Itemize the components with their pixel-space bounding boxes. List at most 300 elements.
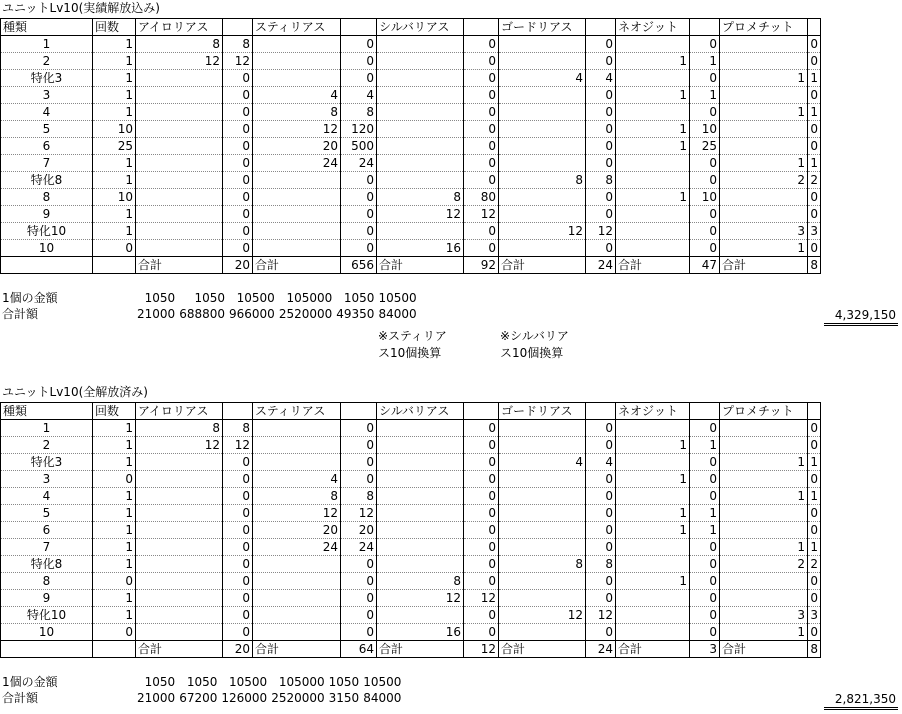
row-type-cell[interactable]: 特化8 xyxy=(1,172,93,189)
value-cell[interactable]: 0 xyxy=(223,172,253,189)
header-cell[interactable] xyxy=(690,403,720,420)
row-type-cell[interactable]: 特化8 xyxy=(1,556,93,573)
value-cell[interactable]: 3 xyxy=(720,223,808,240)
value-cell[interactable]: 0 xyxy=(464,573,499,590)
value-cell[interactable]: 0 xyxy=(464,607,499,624)
value-cell[interactable]: 1 xyxy=(690,437,720,454)
sum-label-cell[interactable]: 合計 xyxy=(253,257,341,274)
value-cell[interactable]: 0 xyxy=(464,471,499,488)
value-cell[interactable]: 12 xyxy=(499,607,586,624)
value-cell[interactable]: 0 xyxy=(341,573,377,590)
value-cell[interactable] xyxy=(377,155,464,172)
value-cell[interactable]: 0 xyxy=(341,624,377,641)
row-type-cell[interactable]: 3 xyxy=(1,471,93,488)
value-cell[interactable]: 0 xyxy=(690,454,720,471)
value-cell[interactable]: 2 xyxy=(720,556,808,573)
value-cell[interactable]: 1 xyxy=(616,53,690,70)
value-cell[interactable]: 12 xyxy=(253,121,341,138)
value-cell[interactable]: 0 xyxy=(464,53,499,70)
value-cell[interactable]: 0 xyxy=(690,539,720,556)
value-cell[interactable]: 12 xyxy=(377,206,464,223)
value-cell[interactable] xyxy=(377,172,464,189)
value-cell[interactable] xyxy=(377,454,464,471)
sum-value-cell[interactable]: 8 xyxy=(808,257,821,274)
row-type-cell[interactable]: 6 xyxy=(1,522,93,539)
empty-cell[interactable] xyxy=(93,257,136,274)
value-cell[interactable] xyxy=(253,607,341,624)
value-cell[interactable]: 0 xyxy=(464,556,499,573)
value-cell[interactable] xyxy=(720,121,808,138)
value-cell[interactable]: 1 xyxy=(720,454,808,471)
value-cell[interactable] xyxy=(499,573,586,590)
value-cell[interactable] xyxy=(377,223,464,240)
amount-cell[interactable]: 67200 xyxy=(179,691,218,705)
value-cell[interactable] xyxy=(136,539,223,556)
amount-cell[interactable]: 966000 xyxy=(229,307,275,321)
value-cell[interactable]: 0 xyxy=(341,556,377,573)
value-cell[interactable]: 1 xyxy=(616,87,690,104)
empty-cell[interactable] xyxy=(93,641,136,658)
value-cell[interactable]: 0 xyxy=(586,624,616,641)
value-cell[interactable]: 0 xyxy=(586,189,616,206)
amount-cell[interactable]: 21000 xyxy=(137,307,176,321)
sum-value-cell[interactable]: 3 xyxy=(690,641,720,658)
value-cell[interactable]: 8 xyxy=(223,420,253,437)
amount-cell[interactable]: 1050 xyxy=(186,675,218,689)
row-type-cell[interactable]: 8 xyxy=(1,573,93,590)
value-cell[interactable] xyxy=(136,505,223,522)
value-cell[interactable]: 0 xyxy=(690,36,720,53)
row-type-cell[interactable]: 7 xyxy=(1,155,93,172)
value-cell[interactable] xyxy=(136,104,223,121)
sum-value-cell[interactable]: 64 xyxy=(341,641,377,658)
value-cell[interactable]: 1 xyxy=(808,155,821,172)
amount-cell[interactable]: 1050 xyxy=(194,291,225,305)
value-cell[interactable] xyxy=(499,624,586,641)
amount-cell[interactable]: 49350 xyxy=(336,307,375,321)
value-cell[interactable]: 1 xyxy=(93,590,136,607)
value-cell[interactable] xyxy=(720,36,808,53)
value-cell[interactable]: 0 xyxy=(93,471,136,488)
value-cell[interactable]: 0 xyxy=(223,206,253,223)
header-cell[interactable] xyxy=(586,19,616,36)
value-cell[interactable]: 10 xyxy=(690,121,720,138)
value-cell[interactable]: 0 xyxy=(808,437,821,454)
row-type-cell[interactable]: 2 xyxy=(1,437,93,454)
amount-cell[interactable]: 2520000 xyxy=(271,691,325,705)
value-cell[interactable] xyxy=(377,70,464,87)
header-cell[interactable]: ネオジット xyxy=(616,19,690,36)
value-cell[interactable]: 0 xyxy=(464,155,499,172)
value-cell[interactable] xyxy=(499,488,586,505)
value-cell[interactable] xyxy=(720,206,808,223)
value-cell[interactable]: 12 xyxy=(223,53,253,70)
value-cell[interactable]: 1 xyxy=(808,488,821,505)
header-cell[interactable] xyxy=(464,403,499,420)
value-cell[interactable]: 0 xyxy=(223,624,253,641)
value-cell[interactable]: 0 xyxy=(464,539,499,556)
row-type-cell[interactable]: 特化3 xyxy=(1,454,93,471)
value-cell[interactable] xyxy=(499,505,586,522)
value-cell[interactable]: 0 xyxy=(586,206,616,223)
value-cell[interactable]: 1 xyxy=(93,172,136,189)
value-cell[interactable]: 0 xyxy=(93,240,136,257)
value-cell[interactable]: 8 xyxy=(136,36,223,53)
row-type-cell[interactable]: 10 xyxy=(1,240,93,257)
value-cell[interactable]: 0 xyxy=(223,240,253,257)
header-cell[interactable]: プロメチット xyxy=(720,403,808,420)
value-cell[interactable]: 0 xyxy=(808,624,821,641)
value-cell[interactable]: 16 xyxy=(377,240,464,257)
amount-cell[interactable]: 1050 xyxy=(343,291,375,305)
value-cell[interactable]: 2 xyxy=(720,172,808,189)
value-cell[interactable]: 0 xyxy=(464,420,499,437)
sum-label-cell[interactable]: 合計 xyxy=(253,641,341,658)
value-cell[interactable]: 1 xyxy=(93,53,136,70)
value-cell[interactable] xyxy=(136,223,223,240)
value-cell[interactable]: 0 xyxy=(586,505,616,522)
value-cell[interactable] xyxy=(136,240,223,257)
value-cell[interactable]: 0 xyxy=(586,121,616,138)
value-cell[interactable] xyxy=(253,573,341,590)
value-cell[interactable]: 0 xyxy=(690,155,720,172)
value-cell[interactable] xyxy=(499,138,586,155)
value-cell[interactable]: 0 xyxy=(586,488,616,505)
value-cell[interactable] xyxy=(499,471,586,488)
value-cell[interactable]: 0 xyxy=(808,53,821,70)
amount-cell[interactable]: 21000 xyxy=(137,691,176,705)
value-cell[interactable] xyxy=(616,155,690,172)
row-type-cell[interactable]: 特化10 xyxy=(1,607,93,624)
value-cell[interactable] xyxy=(377,420,464,437)
value-cell[interactable]: 1 xyxy=(616,437,690,454)
sum-label-cell[interactable]: 合計 xyxy=(720,641,808,658)
value-cell[interactable]: 0 xyxy=(223,590,253,607)
value-cell[interactable] xyxy=(720,189,808,206)
row-type-cell[interactable]: 2 xyxy=(1,53,93,70)
value-cell[interactable]: 0 xyxy=(341,471,377,488)
value-cell[interactable]: 3 xyxy=(808,607,821,624)
row-type-cell[interactable]: 特化10 xyxy=(1,223,93,240)
value-cell[interactable] xyxy=(616,420,690,437)
value-cell[interactable]: 1 xyxy=(808,70,821,87)
value-cell[interactable]: 1 xyxy=(93,36,136,53)
value-cell[interactable]: 24 xyxy=(341,155,377,172)
value-cell[interactable]: 20 xyxy=(253,138,341,155)
value-cell[interactable] xyxy=(377,505,464,522)
value-cell[interactable]: 0 xyxy=(690,590,720,607)
header-cell[interactable] xyxy=(341,19,377,36)
value-cell[interactable]: 8 xyxy=(586,172,616,189)
value-cell[interactable]: 0 xyxy=(223,522,253,539)
value-cell[interactable]: 0 xyxy=(464,505,499,522)
value-cell[interactable]: 0 xyxy=(690,420,720,437)
value-cell[interactable] xyxy=(253,36,341,53)
empty-cell[interactable] xyxy=(92,690,135,706)
row-type-cell[interactable]: 1 xyxy=(1,36,93,53)
header-cell[interactable]: 種類 xyxy=(1,403,93,420)
value-cell[interactable]: 0 xyxy=(341,437,377,454)
value-cell[interactable]: 0 xyxy=(586,87,616,104)
value-cell[interactable]: 1 xyxy=(808,104,821,121)
value-cell[interactable]: 24 xyxy=(341,539,377,556)
value-cell[interactable]: 0 xyxy=(808,206,821,223)
value-cell[interactable]: 16 xyxy=(377,624,464,641)
value-cell[interactable] xyxy=(377,104,464,121)
value-cell[interactable]: 0 xyxy=(223,155,253,172)
value-cell[interactable]: 0 xyxy=(341,189,377,206)
row-type-cell[interactable]: 4 xyxy=(1,488,93,505)
value-cell[interactable]: 0 xyxy=(464,36,499,53)
header-cell[interactable]: シルバリアス xyxy=(377,19,464,36)
value-cell[interactable]: 1 xyxy=(93,556,136,573)
value-cell[interactable] xyxy=(499,36,586,53)
header-cell[interactable] xyxy=(223,403,253,420)
value-cell[interactable]: 1 xyxy=(616,505,690,522)
value-cell[interactable]: 0 xyxy=(223,573,253,590)
value-cell[interactable]: 12 xyxy=(586,607,616,624)
value-cell[interactable]: 8 xyxy=(136,420,223,437)
sum-label-cell[interactable]: 合計 xyxy=(136,257,223,274)
value-cell[interactable] xyxy=(720,53,808,70)
value-cell[interactable]: 0 xyxy=(586,104,616,121)
value-cell[interactable]: 0 xyxy=(586,420,616,437)
value-cell[interactable]: 0 xyxy=(223,104,253,121)
sum-value-cell[interactable]: 24 xyxy=(586,257,616,274)
value-cell[interactable] xyxy=(616,240,690,257)
value-cell[interactable]: 12 xyxy=(586,223,616,240)
value-cell[interactable]: 1 xyxy=(93,87,136,104)
value-cell[interactable]: 0 xyxy=(586,53,616,70)
value-cell[interactable]: 0 xyxy=(464,223,499,240)
value-cell[interactable]: 120 xyxy=(341,121,377,138)
value-cell[interactable]: 0 xyxy=(341,206,377,223)
header-cell[interactable]: シルバリアス xyxy=(377,403,464,420)
value-cell[interactable]: 8 xyxy=(586,556,616,573)
value-cell[interactable]: 0 xyxy=(223,87,253,104)
value-cell[interactable]: 1 xyxy=(690,522,720,539)
value-cell[interactable]: 0 xyxy=(586,522,616,539)
sum-label-cell[interactable]: 合計 xyxy=(499,257,586,274)
value-cell[interactable]: 1 xyxy=(616,121,690,138)
value-cell[interactable]: 8 xyxy=(253,488,341,505)
value-cell[interactable]: 12 xyxy=(341,505,377,522)
value-cell[interactable] xyxy=(616,539,690,556)
header-cell[interactable] xyxy=(690,19,720,36)
value-cell[interactable]: 0 xyxy=(586,471,616,488)
value-cell[interactable] xyxy=(136,488,223,505)
value-cell[interactable]: 1 xyxy=(93,104,136,121)
value-cell[interactable] xyxy=(499,240,586,257)
value-cell[interactable] xyxy=(253,206,341,223)
value-cell[interactable] xyxy=(136,522,223,539)
value-cell[interactable] xyxy=(499,104,586,121)
value-cell[interactable]: 24 xyxy=(253,155,341,172)
header-cell[interactable] xyxy=(341,403,377,420)
value-cell[interactable]: 25 xyxy=(93,138,136,155)
value-cell[interactable]: 1 xyxy=(720,155,808,172)
value-cell[interactable] xyxy=(377,539,464,556)
value-cell[interactable] xyxy=(720,505,808,522)
value-cell[interactable] xyxy=(377,556,464,573)
value-cell[interactable] xyxy=(377,36,464,53)
value-cell[interactable]: 12 xyxy=(464,590,499,607)
value-cell[interactable]: 0 xyxy=(690,488,720,505)
value-cell[interactable]: 0 xyxy=(93,573,136,590)
amount-cell[interactable]: 10500 xyxy=(229,675,268,689)
value-cell[interactable]: 4 xyxy=(341,87,377,104)
empty-cell[interactable] xyxy=(92,290,135,306)
value-cell[interactable] xyxy=(499,87,586,104)
value-cell[interactable]: 0 xyxy=(586,155,616,172)
value-cell[interactable] xyxy=(136,206,223,223)
header-cell[interactable]: 回数 xyxy=(93,403,136,420)
value-cell[interactable]: 1 xyxy=(93,505,136,522)
value-cell[interactable]: 0 xyxy=(223,488,253,505)
value-cell[interactable]: 0 xyxy=(808,138,821,155)
value-cell[interactable]: 2 xyxy=(808,556,821,573)
value-cell[interactable]: 1 xyxy=(720,240,808,257)
value-cell[interactable]: 1 xyxy=(616,522,690,539)
header-cell[interactable]: ゴードリアス xyxy=(499,19,586,36)
value-cell[interactable]: 0 xyxy=(464,240,499,257)
header-cell[interactable]: ゴードリアス xyxy=(499,403,586,420)
value-cell[interactable]: 4 xyxy=(586,70,616,87)
row-type-cell[interactable]: 9 xyxy=(1,590,93,607)
value-cell[interactable]: 12 xyxy=(253,505,341,522)
value-cell[interactable] xyxy=(253,240,341,257)
value-cell[interactable]: 0 xyxy=(464,522,499,539)
row-label-cell[interactable]: 合計額 xyxy=(2,307,39,321)
value-cell[interactable]: 0 xyxy=(341,172,377,189)
amount-cell[interactable]: 1050 xyxy=(144,291,176,305)
value-cell[interactable] xyxy=(616,488,690,505)
value-cell[interactable] xyxy=(720,590,808,607)
value-cell[interactable]: 0 xyxy=(464,121,499,138)
value-cell[interactable] xyxy=(616,172,690,189)
value-cell[interactable]: 12 xyxy=(464,206,499,223)
value-cell[interactable]: 1 xyxy=(616,471,690,488)
row-type-cell[interactable]: 3 xyxy=(1,87,93,104)
row-type-cell[interactable]: 4 xyxy=(1,104,93,121)
value-cell[interactable] xyxy=(499,522,586,539)
amount-cell[interactable]: 1050 xyxy=(144,675,176,689)
value-cell[interactable]: 0 xyxy=(223,539,253,556)
value-cell[interactable]: 0 xyxy=(808,471,821,488)
header-cell[interactable]: スティリアス xyxy=(253,19,341,36)
value-cell[interactable]: 1 xyxy=(720,624,808,641)
value-cell[interactable] xyxy=(136,454,223,471)
value-cell[interactable]: 0 xyxy=(464,437,499,454)
value-cell[interactable]: 3 xyxy=(808,223,821,240)
value-cell[interactable]: 0 xyxy=(690,104,720,121)
header-cell[interactable] xyxy=(223,19,253,36)
value-cell[interactable]: 20 xyxy=(341,522,377,539)
row-label-cell[interactable]: 合計額 xyxy=(2,691,39,705)
row-type-cell[interactable]: 10 xyxy=(1,624,93,641)
value-cell[interactable] xyxy=(720,573,808,590)
value-cell[interactable] xyxy=(377,138,464,155)
value-cell[interactable] xyxy=(720,471,808,488)
amount-cell[interactable]: 688800 xyxy=(179,307,225,321)
value-cell[interactable]: 8 xyxy=(341,488,377,505)
sum-value-cell[interactable]: 656 xyxy=(341,257,377,274)
sum-value-cell[interactable]: 8 xyxy=(808,641,821,658)
sum-label-cell[interactable]: 合計 xyxy=(136,641,223,658)
value-cell[interactable]: 0 xyxy=(690,240,720,257)
header-cell[interactable]: アイロリアス xyxy=(136,19,223,36)
amount-cell[interactable]: 105000 xyxy=(286,291,333,305)
value-cell[interactable]: 0 xyxy=(341,70,377,87)
value-cell[interactable]: 10 xyxy=(93,121,136,138)
value-cell[interactable]: 0 xyxy=(808,121,821,138)
row-label-cell[interactable]: 1個の金額 xyxy=(2,675,58,689)
value-cell[interactable]: 1 xyxy=(93,420,136,437)
value-cell[interactable]: 0 xyxy=(690,573,720,590)
grand-total-cell[interactable]: 4,329,150 xyxy=(824,308,898,326)
value-cell[interactable]: 1 xyxy=(93,488,136,505)
value-cell[interactable]: 0 xyxy=(690,556,720,573)
value-cell[interactable] xyxy=(616,590,690,607)
value-cell[interactable]: 3 xyxy=(720,607,808,624)
header-cell[interactable]: 回数 xyxy=(93,19,136,36)
value-cell[interactable]: 8 xyxy=(341,104,377,121)
value-cell[interactable]: 1 xyxy=(808,454,821,471)
amount-cell[interactable]: 3150 xyxy=(328,691,360,705)
value-cell[interactable]: 0 xyxy=(808,505,821,522)
header-cell[interactable]: スティリアス xyxy=(253,403,341,420)
value-cell[interactable] xyxy=(136,556,223,573)
value-cell[interactable]: 1 xyxy=(720,70,808,87)
value-cell[interactable]: 8 xyxy=(377,573,464,590)
sum-value-cell[interactable]: 92 xyxy=(464,257,499,274)
value-cell[interactable]: 0 xyxy=(690,223,720,240)
value-cell[interactable] xyxy=(253,590,341,607)
value-cell[interactable]: 4 xyxy=(586,454,616,471)
amount-cell[interactable]: 84000 xyxy=(378,307,417,321)
sum-label-cell[interactable]: 合計 xyxy=(720,257,808,274)
value-cell[interactable] xyxy=(720,420,808,437)
value-cell[interactable]: 1 xyxy=(93,437,136,454)
sum-label-cell[interactable]: 合計 xyxy=(499,641,586,658)
value-cell[interactable]: 0 xyxy=(586,590,616,607)
value-cell[interactable] xyxy=(499,155,586,172)
value-cell[interactable]: 0 xyxy=(808,420,821,437)
value-cell[interactable]: 0 xyxy=(464,488,499,505)
value-cell[interactable]: 0 xyxy=(223,223,253,240)
header-cell[interactable] xyxy=(808,19,821,36)
value-cell[interactable]: 8 xyxy=(499,556,586,573)
value-cell[interactable]: 0 xyxy=(690,70,720,87)
sum-label-cell[interactable]: 合計 xyxy=(616,257,690,274)
value-cell[interactable]: 0 xyxy=(808,189,821,206)
value-cell[interactable]: 1 xyxy=(93,607,136,624)
row-type-cell[interactable]: 6 xyxy=(1,138,93,155)
value-cell[interactable]: 0 xyxy=(223,607,253,624)
empty-cell[interactable] xyxy=(1,641,93,658)
amount-cell[interactable]: 10500 xyxy=(236,291,275,305)
value-cell[interactable]: 0 xyxy=(341,240,377,257)
value-cell[interactable] xyxy=(253,172,341,189)
amount-cell[interactable]: 84000 xyxy=(363,691,402,705)
value-cell[interactable]: 0 xyxy=(341,36,377,53)
value-cell[interactable] xyxy=(136,70,223,87)
value-cell[interactable] xyxy=(616,70,690,87)
value-cell[interactable]: 0 xyxy=(464,87,499,104)
value-cell[interactable]: 0 xyxy=(223,121,253,138)
value-cell[interactable]: 0 xyxy=(808,522,821,539)
value-cell[interactable]: 4 xyxy=(253,471,341,488)
